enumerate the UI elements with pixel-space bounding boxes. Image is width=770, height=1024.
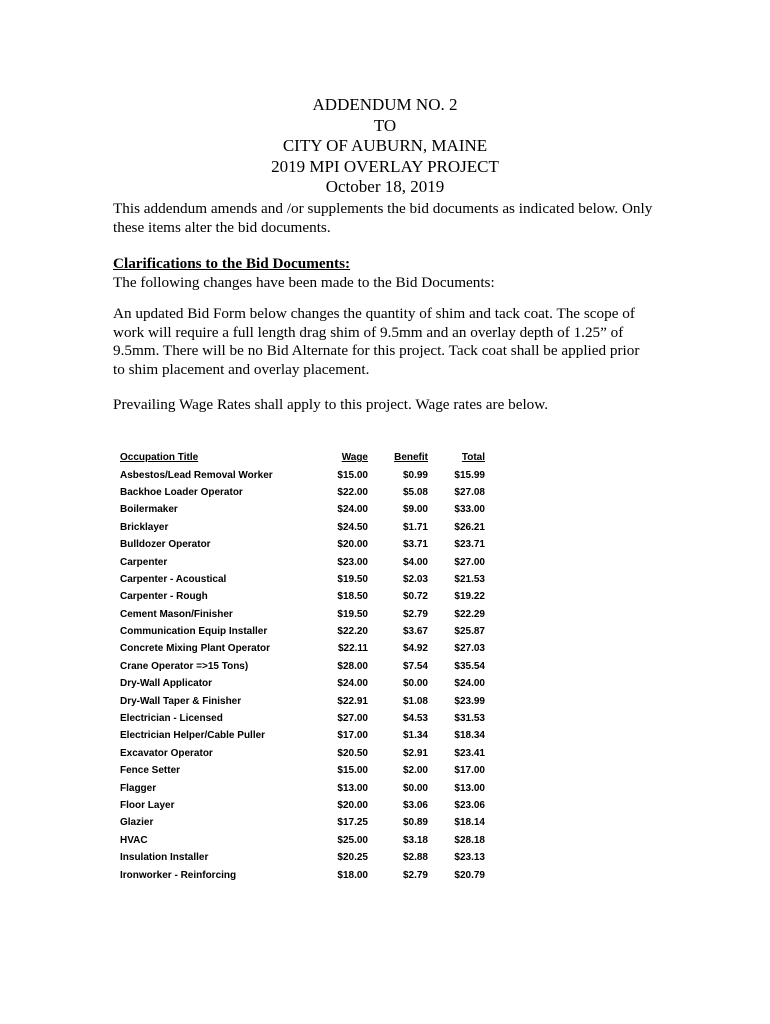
table-row (120, 588, 485, 605)
benefit-cell: $3.71 (402, 539, 428, 551)
wage-cell: $18.50 (337, 591, 368, 603)
wage-cell: $24.00 (337, 678, 368, 690)
occupation-title-cell: Excavator Operator (120, 747, 213, 759)
city-name: CITY OF AUBURN, MAINE (282, 136, 488, 155)
total-cell: $23.99 (454, 695, 485, 707)
benefit-cell: $3.67 (402, 626, 428, 638)
intro-line: This addendum amends and /or supplements the bid documents as indicated below. Only (113, 200, 653, 217)
total-cell: $31.53 (454, 713, 485, 725)
benefit-cell: $1.08 (402, 695, 428, 707)
occupation-title-cell: HVAC (120, 834, 148, 846)
table-row (120, 623, 485, 640)
occupation-title-cell: Cement Mason/Finisher (120, 608, 233, 620)
table-row (120, 762, 485, 779)
benefit-cell: $4.92 (402, 643, 428, 655)
occupation-title-cell: Glazier (120, 817, 154, 829)
benefit-cell: $0.89 (402, 817, 428, 829)
wage-cell: $23.00 (337, 556, 368, 568)
scope-line: 9.5mm. There will be no Bid Alternate for this project. Tack coat shall be applied prior (113, 342, 640, 359)
occupation-title-cell: Insulation Installer (120, 852, 209, 864)
occupation-title-cell: Backhoe Loader Operator (120, 486, 243, 498)
wage-cell: $22.00 (337, 486, 368, 498)
wage-cell: $13.00 (337, 782, 368, 794)
total-cell: $23.71 (454, 539, 485, 551)
occupation-title-cell: Bulldozer Operator (120, 539, 211, 551)
wage-cell: $24.00 (337, 504, 368, 516)
table-row (120, 640, 485, 657)
total-cell: $24.00 (454, 678, 485, 690)
benefit-cell: $2.00 (402, 765, 428, 777)
wage-cell: $22.20 (337, 626, 368, 638)
table-row (120, 501, 485, 518)
scope-line: to shim placement and overlay placement. (113, 360, 370, 378)
total-cell: $22.29 (454, 608, 485, 620)
occupation-title-cell: Bricklayer (120, 521, 169, 533)
benefit-cell: $0.99 (402, 469, 428, 481)
benefit-cell: $2.79 (402, 608, 428, 620)
total-cell: $17.00 (454, 765, 485, 777)
benefit-cell: $3.06 (402, 800, 428, 811)
occupation-title-cell: Flagger (120, 782, 157, 794)
benefit-cell: $2.03 (402, 573, 428, 585)
occupation-title-cell: Dry-Wall Taper & Finisher (120, 695, 242, 707)
occupation-title-cell: Boilermaker (120, 504, 178, 516)
table-row (120, 797, 485, 814)
addendum-number: ADDENDUM NO. 2 (312, 95, 458, 114)
table-row (120, 484, 485, 501)
total-cell: $27.00 (454, 556, 485, 568)
table-row (120, 519, 485, 536)
wage-cell: $20.00 (337, 800, 368, 811)
scope-line: work will require a full length drag shim of 9.5mm and an overlay depth of 1.25” of (113, 323, 624, 341)
benefit-cell: $5.08 (402, 486, 428, 498)
occupation-title-cell: Carpenter (120, 556, 168, 568)
project-name: 2019 MPI OVERLAY PROJECT (271, 156, 499, 176)
benefit-cell: $1.71 (402, 521, 428, 533)
total-cell: $13.00 (454, 782, 485, 794)
table-row (120, 710, 485, 727)
benefit-cell: $0.00 (402, 678, 428, 690)
total-cell: $27.08 (454, 486, 485, 498)
wage-cell: $20.50 (337, 747, 368, 759)
benefit-cell: $2.79 (402, 869, 428, 881)
table-row (120, 866, 485, 883)
benefit-cell: $2.91 (402, 747, 428, 759)
table-row (120, 779, 485, 796)
occupation-title-cell: Carpenter - Rough (120, 591, 208, 603)
total-header: Total (461, 452, 485, 464)
intro-paragraph (113, 200, 673, 237)
table-row (120, 606, 485, 623)
total-cell: $19.22 (454, 591, 485, 603)
total-cell: $23.41 (454, 747, 485, 759)
clarifications-section (113, 255, 673, 292)
table-row (120, 675, 485, 692)
intro-line: these items alter the bid documents. (113, 218, 331, 236)
wage-cell: $17.00 (337, 730, 368, 742)
total-cell: $15.99 (454, 469, 485, 481)
table-row (120, 692, 485, 709)
table-row (120, 745, 485, 762)
benefit-cell: $2.88 (402, 852, 428, 864)
benefit-cell: $0.72 (402, 591, 428, 603)
total-cell: $18.34 (454, 730, 485, 742)
wage-cell: $19.50 (337, 573, 368, 585)
occupation-title-cell: Ironworker - Reinforcing (120, 869, 237, 881)
clarifications-heading: Clarifications to the Bid Documents: (113, 255, 351, 272)
total-cell: $35.54 (454, 660, 485, 672)
clarifications-text: The following changes have been made to the Bid Documents: (113, 273, 495, 291)
benefit-cell: $4.53 (402, 713, 428, 725)
wage-cell: $15.00 (337, 469, 368, 481)
wage-cell: $24.50 (337, 521, 368, 533)
wage-table-body (120, 466, 485, 883)
table-row (120, 571, 485, 588)
scope-line: An updated Bid Form below changes the quantity of shim and tack coat. The scope of (113, 305, 635, 322)
benefit-cell: $4.00 (402, 556, 428, 568)
occupation-title-cell: Electrician Helper/Cable Puller (120, 730, 266, 742)
wage-cell: $18.00 (337, 869, 368, 881)
total-cell: $33.00 (454, 504, 485, 516)
wage-cell: $19.50 (337, 608, 368, 620)
table-header-row (120, 449, 485, 466)
table-row (120, 727, 485, 744)
wage-cell: $17.25 (337, 817, 368, 829)
occupation-title-cell: Asbestos/Lead Removal Worker (120, 469, 273, 481)
occupation-title-cell: Concrete Mixing Plant Operator (120, 643, 271, 655)
table-row (120, 466, 485, 483)
benefit-cell: $7.54 (402, 660, 428, 672)
total-cell: $23.06 (454, 800, 485, 811)
document-date: October 18, 2019 (325, 177, 445, 196)
document-header (0, 95, 770, 198)
wage-cell: $20.25 (337, 852, 368, 864)
header-to: TO (373, 115, 397, 135)
total-cell: $28.18 (454, 834, 485, 846)
wage-rates-table (120, 449, 485, 884)
benefit-cell: $9.00 (402, 504, 428, 516)
wage-rates-note: Prevailing Wage Rates shall apply to this project. Wage rates are below. (113, 396, 549, 413)
table-row (120, 832, 485, 849)
table-row (120, 849, 485, 866)
occupation-title-cell: Floor Layer (120, 800, 175, 811)
wage-cell: $22.11 (337, 643, 368, 655)
table-row (120, 814, 485, 831)
occupation-title-cell: Dry-Wall Applicator (120, 678, 213, 690)
benefit-cell: $0.00 (402, 782, 428, 794)
wage-header: Wage (341, 452, 368, 464)
scope-paragraph (113, 305, 673, 379)
total-cell: $18.14 (454, 817, 485, 829)
table-row (120, 536, 485, 553)
occupation-title-header: Occupation Title (120, 452, 199, 464)
wage-cell: $20.00 (337, 539, 368, 551)
occupation-title-cell: Fence Setter (120, 765, 181, 777)
wage-cell: $27.00 (337, 713, 368, 725)
total-cell: $23.13 (454, 852, 485, 864)
total-cell: $27.03 (454, 643, 485, 655)
occupation-title-cell: Electrician - Licensed (120, 713, 223, 725)
wage-cell: $15.00 (337, 765, 368, 777)
wage-cell: $28.00 (337, 660, 368, 672)
benefit-cell: $3.18 (402, 834, 428, 846)
occupation-title-cell: Carpenter - Acoustical (120, 573, 227, 585)
total-cell: $25.87 (454, 626, 485, 638)
occupation-title-cell: Crane Operator =>15 Tons) (120, 660, 249, 672)
total-cell: $26.21 (454, 521, 485, 533)
total-cell: $21.53 (454, 573, 485, 585)
total-cell: $20.79 (454, 869, 485, 881)
occupation-title-cell: Communication Equip Installer (120, 626, 268, 638)
table-row (120, 553, 485, 570)
wage-cell: $22.91 (337, 695, 368, 707)
wage-cell: $25.00 (337, 834, 368, 846)
table-row (120, 658, 485, 675)
benefit-header: Benefit (394, 452, 428, 464)
benefit-cell: $1.34 (402, 730, 428, 742)
